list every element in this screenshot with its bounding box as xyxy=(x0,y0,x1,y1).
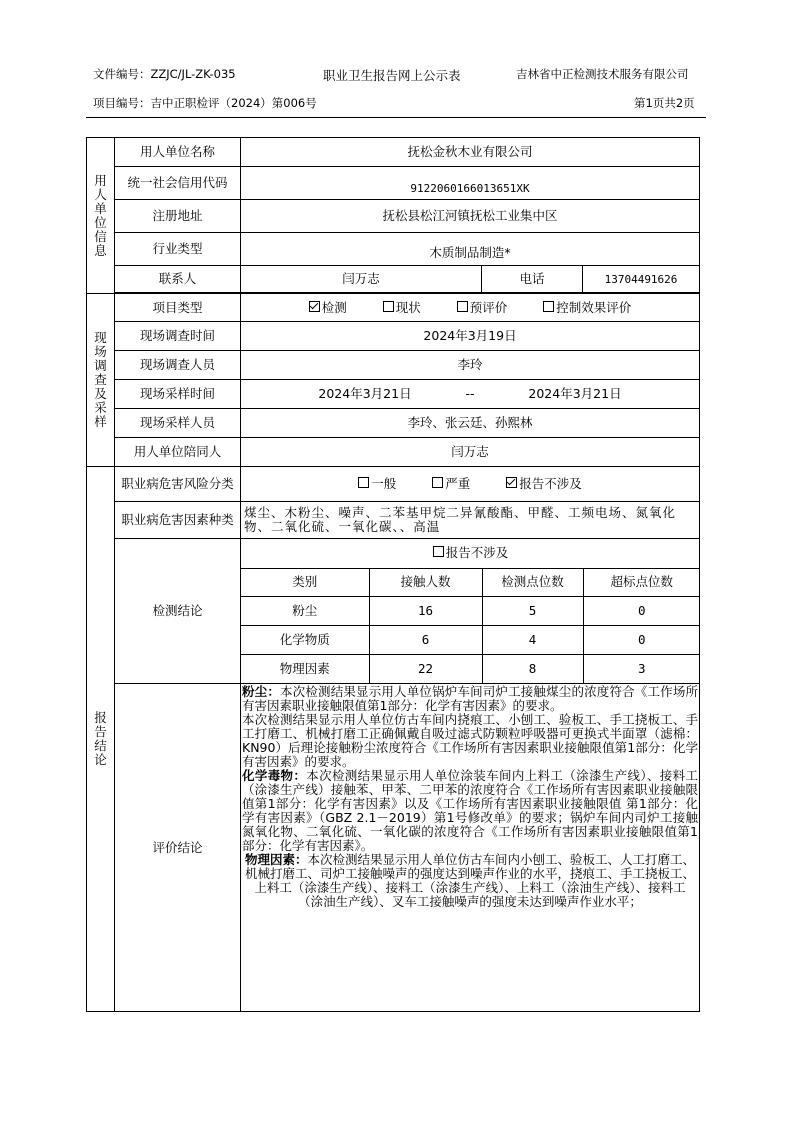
sampling-time-label: 现场采样时间 xyxy=(115,380,241,409)
option-status[interactable]: 现状 xyxy=(383,301,421,315)
cell: 4 xyxy=(482,625,583,654)
dust-paragraph: 粉尘：本次检测结果显示用人单位锅炉车间司炉工接触煤尘的浓度符合《工作场所有害因素职业接触限值第1部分：化学有害因素》的要求。 xyxy=(242,684,698,713)
survey-time-value: 2024年3月19日 xyxy=(241,322,700,351)
phone-value: 13704491626 xyxy=(583,266,700,293)
survey-staff-label: 现场调查人员 xyxy=(115,351,241,380)
section-employer-label: 用 人 单 位 信 息 xyxy=(87,138,115,294)
chemical-paragraph: 化学毒物：本次检测结果显示用人单位涂装车间内上料工（涂漆生产线）、接料工（涂漆生产线）接触苯、甲苯、二甲苯的浓度符合《工作场所有害因素职业接触限值第1部分：化学有害因素》以及《工作场所有害因素职业接触限值 第1部分：化学有害因素》（GBZ 2.1－2019）第1号修改单》的要求；锅炉车间内司炉工接触氮氧化物、二氧化硫、一氧化碳的浓度符合《工作场所有害因素职业接触限值第1部分：化学有害因素》。 xyxy=(242,768,699,853)
detect-conclusion-cell xyxy=(241,539,700,684)
address-label: 注册地址 xyxy=(115,200,241,233)
risk-class-options xyxy=(241,467,700,502)
company-name: 吉林省中正检测技术服务有限公司 xyxy=(516,67,689,81)
form-title: 职业卫生报告网上公示表 xyxy=(323,68,461,83)
option-serious[interactable]: 严重 xyxy=(432,477,470,491)
checkbox-icon xyxy=(543,301,554,312)
cell: 3 xyxy=(583,654,700,683)
page-indicator: 第1页共2页 xyxy=(634,96,695,110)
checkbox-checked-icon xyxy=(506,477,517,488)
sampling-staff-value: 李玲、张云廷、孙熙林 xyxy=(241,409,700,438)
industry-label: 行业类型 xyxy=(115,233,241,266)
option-not-involved[interactable]: 报告不涉及 xyxy=(506,477,582,491)
evaluation-label: 评价结论 xyxy=(115,684,241,1012)
sampling-time-value: 2024年3月21日 -- 2024年3月21日 xyxy=(241,380,700,409)
not-involved-option[interactable]: 报告不涉及 xyxy=(241,539,700,568)
cell: 粉尘 xyxy=(241,596,369,625)
checkbox-icon xyxy=(457,301,468,312)
cell: 化学物质 xyxy=(241,625,369,654)
cell: 0 xyxy=(583,625,700,654)
project-number: 项目编号：吉中正职检评（2024）第006号 xyxy=(93,96,317,110)
option-pre-evaluation[interactable]: 预评价 xyxy=(457,301,508,315)
checkbox-checked-icon xyxy=(309,301,320,312)
section-conclusion-label: 报 告 结 论 xyxy=(87,467,115,1012)
credit-code-label: 统一社会信用代码 xyxy=(115,167,241,200)
cell: 5 xyxy=(482,596,583,625)
col-header: 接触人数 xyxy=(369,568,482,596)
risk-class-label: 职业病危害风险分类 xyxy=(115,467,241,502)
detect-results-table xyxy=(241,539,700,683)
phone-label: 电话 xyxy=(482,266,583,293)
dust-paragraph-2: 本次检测结果显示用人单位仿古车间内挠痕工、小刨工、验板工、手工挠板工、手工打磨工、机械打磨工正确佩戴自吸过滤式防颗粒呼吸器可更换式半面罩（滤棉：KN90）后理论接触粉尘浓度符合《工作场所有害因素职业接触限值第1部分：化学有害因素》的要求。 xyxy=(242,712,699,769)
employer-name-value: 抚松金秋木业有限公司 xyxy=(241,138,700,167)
cell: 22 xyxy=(369,654,482,683)
escort-value: 闫万志 xyxy=(241,438,700,467)
table-row xyxy=(241,596,700,625)
header-divider xyxy=(86,117,706,118)
address-value: 抚松县松江河镇抚松工业集中区 xyxy=(241,200,700,233)
checkbox-icon xyxy=(383,301,394,312)
cell: 6 xyxy=(369,625,482,654)
contact-label: 联系人 xyxy=(115,266,241,293)
checkbox-icon xyxy=(432,477,443,488)
industry-value: 木质制品制造* xyxy=(241,233,700,266)
table-row xyxy=(241,654,700,683)
cell: 0 xyxy=(583,596,700,625)
option-general[interactable]: 一般 xyxy=(358,477,396,491)
option-detection[interactable]: 检测 xyxy=(309,301,347,315)
checkbox-icon xyxy=(433,546,444,557)
contact-value: 闫万志 xyxy=(241,266,482,293)
survey-staff-value: 李玲 xyxy=(241,351,700,380)
cell: 16 xyxy=(369,596,482,625)
col-header: 类别 xyxy=(241,568,369,596)
employer-name-label: 用人单位名称 xyxy=(115,138,241,167)
physical-paragraph: 物理因素：本次检测结果显示用人单位仿古车间内小刨工、验板工、人工打磨工、机械打磨工、司炉工接触噪声的强度达到噪声作业的水平，挠痕工、手工挠板工、上料工（涂漆生产线）、接料工（涂漆生产线）、上料工（涂油生产线）、接料工（涂油生产线）、叉车工接触噪声的强度未达到噪声作业水平； xyxy=(244,852,696,909)
escort-label: 用人单位陪同人 xyxy=(115,438,241,467)
evaluation-text xyxy=(241,684,700,1012)
sampling-staff-label: 现场采样人员 xyxy=(115,409,241,438)
file-number: 文件编号：ZZJC/JL-ZK-035 xyxy=(93,67,236,81)
hazard-factors-label: 职业病危害因素种类 xyxy=(115,502,241,539)
project-type-options xyxy=(241,294,700,322)
project-type-label: 项目类型 xyxy=(115,294,241,322)
option-control-evaluation[interactable]: 控制效果评价 xyxy=(543,301,631,315)
col-header: 检测点位数 xyxy=(482,568,583,596)
row-employer-name xyxy=(87,138,700,167)
hazard-factors-value: 煤尘、木粉尘、噪声、二苯基甲烷二异氰酸酯、甲醛、工频电场、氮氧化物、二氧化硫、一氧化碳、、高温 xyxy=(241,502,700,539)
checkbox-icon xyxy=(358,477,369,488)
cell: 8 xyxy=(482,654,583,683)
table-row xyxy=(241,625,700,654)
detect-conclusion-label: 检测结论 xyxy=(115,539,241,684)
credit-code-value: 9122060166013651XK xyxy=(241,167,700,200)
survey-time-label: 现场调查时间 xyxy=(115,322,241,351)
disclosure-table xyxy=(86,137,700,1012)
col-header: 超标点位数 xyxy=(583,568,700,596)
section-survey-label: 现 场 调 查 及 采 样 xyxy=(87,294,115,467)
cell: 物理因素 xyxy=(241,654,369,683)
